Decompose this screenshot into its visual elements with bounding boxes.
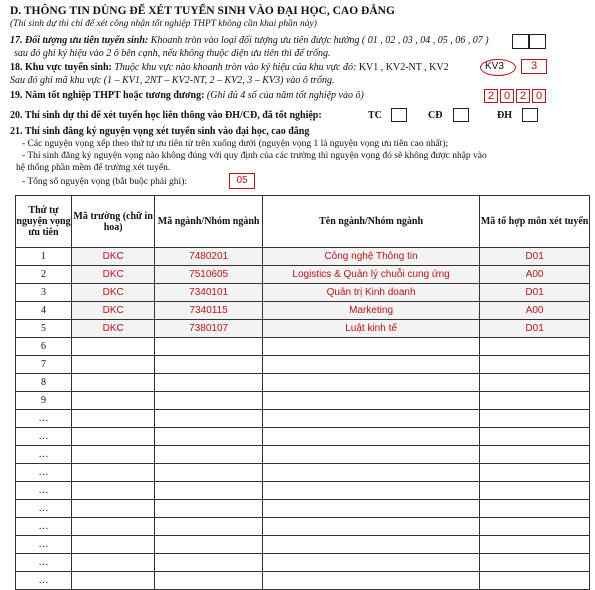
- q20-cd-box[interactable]: [453, 108, 469, 122]
- table-row: [16, 410, 590, 428]
- row-school-code[interactable]: DKC: [71, 284, 154, 302]
- row-index: …: [16, 410, 72, 428]
- row-school-code[interactable]: [71, 374, 154, 392]
- row-combo-code[interactable]: D01: [480, 248, 590, 266]
- row-index: …: [16, 464, 72, 482]
- row-combo-code[interactable]: [480, 572, 590, 590]
- row-combo-code[interactable]: [480, 338, 590, 356]
- row-major-name[interactable]: [262, 446, 479, 464]
- row-combo-code[interactable]: [480, 536, 590, 554]
- row-major-code[interactable]: 7380107: [155, 320, 263, 338]
- header-order: Thứ tự nguyện vọng ưu tiên: [16, 196, 72, 248]
- table-row: [16, 284, 590, 302]
- row-school-code[interactable]: [71, 410, 154, 428]
- row-major-code[interactable]: [155, 554, 263, 572]
- row-major-code[interactable]: 7340115: [155, 302, 263, 320]
- row-index: 4: [16, 302, 72, 320]
- table-row: [16, 554, 590, 572]
- table-row: [16, 356, 590, 374]
- table-row: [16, 248, 590, 266]
- table-row: [16, 266, 590, 284]
- row-school-code[interactable]: [71, 428, 154, 446]
- row-major-code[interactable]: [155, 338, 263, 356]
- row-index: 6: [16, 338, 72, 356]
- q19-digit-2[interactable]: 0: [500, 89, 514, 103]
- q20-tc-label: TC: [368, 110, 382, 121]
- row-major-name[interactable]: Luật kinh tế: [262, 320, 479, 338]
- row-index: …: [16, 518, 72, 536]
- q18-value-box[interactable]: 3: [521, 59, 547, 74]
- table-row: [16, 338, 590, 356]
- q17-line: [10, 35, 489, 46]
- row-index: …: [16, 572, 72, 590]
- row-combo-code[interactable]: D01: [480, 284, 590, 302]
- row-combo-code[interactable]: [480, 374, 590, 392]
- row-major-name[interactable]: [262, 536, 479, 554]
- row-major-code[interactable]: [155, 428, 263, 446]
- row-major-name[interactable]: [262, 374, 479, 392]
- table-row: [16, 518, 590, 536]
- row-combo-code[interactable]: [480, 482, 590, 500]
- row-major-name[interactable]: [262, 482, 479, 500]
- row-major-code[interactable]: [155, 482, 263, 500]
- q20-tc-box[interactable]: [391, 108, 407, 122]
- row-index: …: [16, 536, 72, 554]
- row-major-name[interactable]: Logistics & Quản lý chuỗi cung ứng: [262, 266, 479, 284]
- q21-total-label: - Tổng số nguyện vọng (bắt buộc phải ghi):: [22, 177, 187, 187]
- table-row: [16, 482, 590, 500]
- row-index: 3: [16, 284, 72, 302]
- q20-cd-label: CĐ: [428, 110, 443, 121]
- q17-box-1[interactable]: [512, 34, 529, 49]
- q19-digit-3[interactable]: 2: [516, 89, 530, 103]
- row-index: 9: [16, 392, 72, 410]
- row-index: …: [16, 554, 72, 572]
- q19-digit-4[interactable]: 0: [532, 89, 546, 103]
- row-school-code[interactable]: [71, 338, 154, 356]
- q18-label: 18. Khu vực tuyển sinh:: [10, 62, 112, 73]
- row-combo-code[interactable]: [480, 410, 590, 428]
- row-combo-code[interactable]: [480, 518, 590, 536]
- row-major-name[interactable]: [262, 500, 479, 518]
- row-school-code[interactable]: [71, 536, 154, 554]
- q21-note2a: - Thí sinh đăng ký nguyện vọng nào không đúng với quy định của các trường thì nguyện vọng đó sẽ không được nhập vào: [22, 151, 487, 161]
- row-major-code[interactable]: [155, 518, 263, 536]
- q21-note1: - Các nguyện vọng xếp theo thứ tự ưu tiên từ trên xuống dưới (nguyện vọng 1 là nguyện vọng ưu tiên cao nhất);: [22, 139, 449, 149]
- row-major-code[interactable]: [155, 500, 263, 518]
- row-combo-code[interactable]: [480, 500, 590, 518]
- table-row: [16, 572, 590, 590]
- row-school-code[interactable]: [71, 464, 154, 482]
- row-major-code[interactable]: [155, 572, 263, 590]
- row-combo-code[interactable]: D01: [480, 320, 590, 338]
- row-school-code[interactable]: [71, 392, 154, 410]
- row-combo-code[interactable]: [480, 464, 590, 482]
- row-combo-code[interactable]: [480, 392, 590, 410]
- row-school-code[interactable]: [71, 446, 154, 464]
- q19-digit-1[interactable]: 2: [484, 89, 498, 103]
- row-major-code[interactable]: [155, 536, 263, 554]
- row-major-name[interactable]: [262, 392, 479, 410]
- row-major-name[interactable]: [262, 410, 479, 428]
- row-major-name[interactable]: [262, 518, 479, 536]
- table-body: [16, 248, 590, 590]
- row-index: …: [16, 446, 72, 464]
- row-index: …: [16, 428, 72, 446]
- row-major-code[interactable]: 7340101: [155, 284, 263, 302]
- wishes-table: [15, 195, 590, 590]
- q20-dh-box[interactable]: [522, 108, 538, 122]
- row-major-name[interactable]: [262, 356, 479, 374]
- q18-note: Sau đó ghi mã khu vực (1 – KV1, 2NT – KV2-NT, 2 – KV2, 3 – KV3) vào ô trống.: [10, 75, 335, 86]
- q20-dh-label: ĐH: [497, 110, 512, 121]
- row-major-name[interactable]: Marketing: [262, 302, 479, 320]
- table-row: [16, 320, 590, 338]
- row-major-code[interactable]: 7510605: [155, 266, 263, 284]
- q19-note: (Ghi đủ 4 số của năm tốt nghiệp vào ô): [206, 90, 364, 101]
- row-school-code[interactable]: DKC: [71, 302, 154, 320]
- row-major-name[interactable]: [262, 554, 479, 572]
- q21-label: 21. Thí sinh đăng ký nguyện vọng xét tuyển sinh vào đại học, cao đẳng: [10, 126, 310, 137]
- row-school-code[interactable]: [71, 356, 154, 374]
- section-title: D. THÔNG TIN DÙNG ĐỂ XÉT TUYỂN SINH VÀO ĐẠI HỌC, CAO ĐẲNG: [10, 5, 395, 17]
- row-school-code[interactable]: [71, 572, 154, 590]
- table-row: [16, 536, 590, 554]
- q20-label: 20. Thí sinh dự thi để xét tuyển học liên thông vào ĐH/CĐ, đã tốt nghiệp:: [10, 110, 322, 121]
- row-major-code[interactable]: [155, 356, 263, 374]
- row-school-code[interactable]: DKC: [71, 320, 154, 338]
- row-combo-code[interactable]: [480, 554, 590, 572]
- q18-line: [10, 62, 449, 73]
- header-combo: Mã tổ hợp môn xét tuyển: [480, 196, 590, 248]
- table-row: [16, 302, 590, 320]
- table-row: [16, 500, 590, 518]
- table-row: [16, 428, 590, 446]
- row-major-name[interactable]: [262, 428, 479, 446]
- row-index: 5: [16, 320, 72, 338]
- row-combo-code[interactable]: [480, 356, 590, 374]
- header-school: Mã trường (chữ in hoa): [71, 196, 154, 248]
- row-index: 2: [16, 266, 72, 284]
- row-index: 1: [16, 248, 72, 266]
- row-combo-code[interactable]: A00: [480, 302, 590, 320]
- row-major-code[interactable]: [155, 392, 263, 410]
- row-major-code[interactable]: [155, 410, 263, 428]
- q17-box-2[interactable]: [529, 34, 546, 49]
- section-subtitle: (Thí sinh dự thi chỉ để xét công nhận tốt nghiệp THPT không cần khai phần này): [10, 19, 317, 29]
- row-school-code[interactable]: [71, 554, 154, 572]
- row-index: …: [16, 482, 72, 500]
- q18-options: KV1 , KV2-NT , KV2: [358, 62, 449, 73]
- q21-note2b: hệ thống phần mềm để trường xét tuyển.: [16, 163, 171, 173]
- row-major-name[interactable]: Công nghệ Thông tin: [262, 248, 479, 266]
- row-index: 7: [16, 356, 72, 374]
- row-major-name[interactable]: Quản trị Kinh doanh: [262, 284, 479, 302]
- header-major-code: Mã ngành/Nhóm ngành: [155, 196, 263, 248]
- row-combo-code[interactable]: [480, 446, 590, 464]
- row-index: 8: [16, 374, 72, 392]
- row-major-code[interactable]: 7480201: [155, 248, 263, 266]
- row-combo-code[interactable]: [480, 428, 590, 446]
- row-major-name[interactable]: [262, 338, 479, 356]
- q18-circled[interactable]: KV3: [485, 61, 504, 72]
- row-major-name[interactable]: [262, 464, 479, 482]
- row-major-name[interactable]: [262, 572, 479, 590]
- q19-line: [10, 90, 364, 101]
- row-major-code[interactable]: [155, 374, 263, 392]
- q21-total-value[interactable]: 05: [229, 173, 255, 189]
- table-row: [16, 374, 590, 392]
- row-school-code[interactable]: [71, 482, 154, 500]
- row-major-code[interactable]: [155, 464, 263, 482]
- row-combo-code[interactable]: A00: [480, 266, 590, 284]
- row-school-code[interactable]: [71, 500, 154, 518]
- table-row: [16, 392, 590, 410]
- q17-note: sau đó ghi ký hiệu vào 2 ô bên cạnh, nếu không thuộc diện ưu tiên thì để trống.: [14, 48, 331, 59]
- row-index: …: [16, 500, 72, 518]
- q18-text: Thuộc khu vực nào khoanh tròn vào ký hiệu của khu vực đó:: [114, 62, 357, 73]
- row-school-code[interactable]: DKC: [71, 248, 154, 266]
- table-row: [16, 446, 590, 464]
- row-major-code[interactable]: [155, 446, 263, 464]
- table-row: [16, 464, 590, 482]
- row-school-code[interactable]: [71, 518, 154, 536]
- q19-label: 19. Năm tốt nghiệp THPT hoặc tương đương:: [10, 90, 205, 101]
- q17-text: Khoanh tròn vào loại đối tượng ưu tiên được hưởng ( 01 , 02 , 03 , 04 , 05 , 06 , 07 ): [150, 35, 489, 46]
- header-major-name: Tên ngành/Nhóm ngành: [262, 196, 479, 248]
- q17-label: 17. Đối tượng ưu tiên tuyển sinh:: [10, 35, 149, 46]
- row-school-code[interactable]: DKC: [71, 266, 154, 284]
